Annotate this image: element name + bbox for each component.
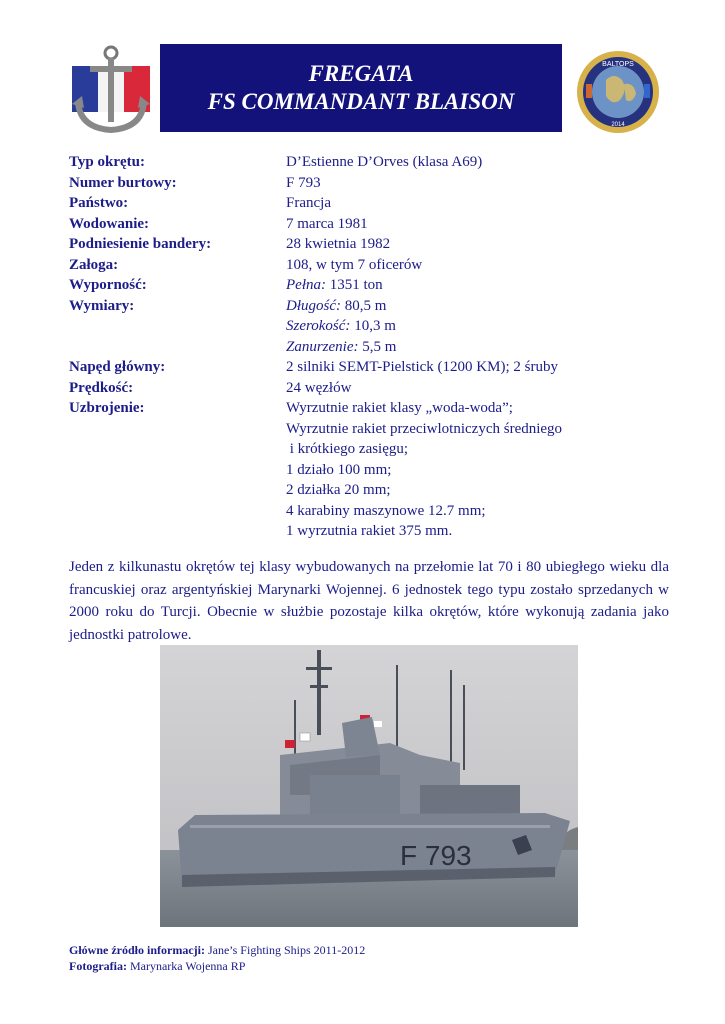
spec-row: [69, 255, 669, 276]
spec-row: [69, 234, 669, 255]
title-line-1: FREGATA: [308, 61, 414, 86]
draft-sublabel: Zanurzenie:: [286, 338, 359, 355]
length-value: 80,5 m: [341, 297, 387, 314]
title-banner: [160, 44, 562, 132]
spec-value: 7 marca 1981: [286, 215, 368, 232]
displacement-sublabel: Pełna:: [286, 277, 326, 293]
spec-row: [69, 152, 669, 173]
spec-label: Numer burtowy:: [69, 174, 177, 191]
spec-row-propulsion: [69, 357, 669, 378]
spec-value: 24 węzłów: [286, 379, 352, 396]
spec-value: F 793: [286, 174, 321, 191]
spec-label: Wodowanie:: [69, 215, 150, 232]
photo-credit-value: Marynarka Wojenna RP: [126, 959, 246, 973]
source-label: Główne źródło informacji:: [69, 943, 205, 957]
spec-value: 28 kwietnia 1982: [286, 236, 391, 252]
spec-label: Typ okrętu:: [69, 154, 145, 170]
spec-label: Napęd główny:: [69, 359, 166, 375]
spec-value: Francja: [286, 195, 331, 211]
width-sublabel: Szerokość:: [286, 318, 351, 334]
spec-row-speed: [69, 378, 669, 399]
armament-line: 2 działka 20 mm;: [286, 482, 391, 498]
photo-credit-line: [69, 958, 365, 974]
spec-value: 108, w tym 7 oficerów: [286, 256, 423, 273]
armament-line: 1 działo 100 mm;: [286, 461, 392, 478]
spec-row: [69, 173, 669, 194]
description-paragraph: Jeden z kilkunastu okrętów tej klasy wybudowanych na przełomie lat 70 i 80 ubiegłego wieku dla francuskiej oraz argentyńskiej Marynarki Wojennej. 6 jednostek tego typu zostało sprzedanych w 2000 roku do Turcji. Obecnie w służbie pozostaje kilka okrętów, które wykonują zadania jako jednostki patrolowe.: [69, 559, 669, 643]
draft-value: 5,5 m: [358, 338, 397, 355]
armament-line: i krótkiego zasięgu;: [286, 441, 409, 457]
ship-photo: [160, 645, 578, 927]
spec-row-displacement: [69, 275, 669, 296]
spec-label: Podniesienie bandery:: [69, 236, 212, 252]
spec-label: Wymiary:: [69, 297, 135, 314]
spec-row-width: [69, 316, 669, 337]
hull-number: F 793: [400, 840, 472, 871]
spec-value: D’Estienne D’Orves (klasa A69): [286, 154, 483, 170]
photo-credit-label: Fotografia:: [69, 959, 127, 973]
spec-row: [69, 193, 669, 214]
armament-line: 4 karabiny maszynowe 12.7 mm;: [286, 502, 486, 519]
spec-row: [69, 214, 669, 235]
armament-line: Wyrzutnie rakiet klasy „woda-woda”;: [286, 400, 513, 416]
spec-table: [69, 152, 669, 542]
source-line: [69, 942, 365, 958]
spec-label: Państwo:: [69, 195, 129, 211]
baltops-seal-logo: [576, 50, 660, 134]
displacement-value: 1351 ton: [325, 277, 383, 293]
spec-label: Wyporność:: [69, 277, 147, 293]
armament-line: 1 wyrzutnia rakiet 375 mm.: [286, 523, 453, 539]
title-line-2: FS COMMANDANT BLAISON: [207, 89, 515, 114]
armament-line: Wyrzutnie rakiet przeciwlotniczych średniego: [286, 420, 563, 437]
spec-row-armament: [69, 398, 669, 542]
spec-label: Załoga:: [69, 256, 119, 273]
source-value: Jane’s Fighting Ships 2011-2012: [204, 943, 366, 957]
seal-text: BALTOPS: [602, 61, 634, 68]
spec-label: Uzbrojenie:: [69, 400, 145, 416]
spec-row-draft: [69, 337, 669, 358]
spec-value: 2 silniki SEMT-Pielstick (1200 KM); 2 śruby: [286, 359, 558, 375]
width-value: 10,3 m: [350, 318, 396, 334]
length-sublabel: Długość:: [286, 297, 341, 314]
spec-row-dimensions: [69, 296, 669, 317]
spec-label: Prędkość:: [69, 379, 134, 396]
french-anchor-logo: [68, 44, 154, 134]
footer: [69, 942, 365, 974]
seal-year: 2014: [611, 122, 625, 128]
